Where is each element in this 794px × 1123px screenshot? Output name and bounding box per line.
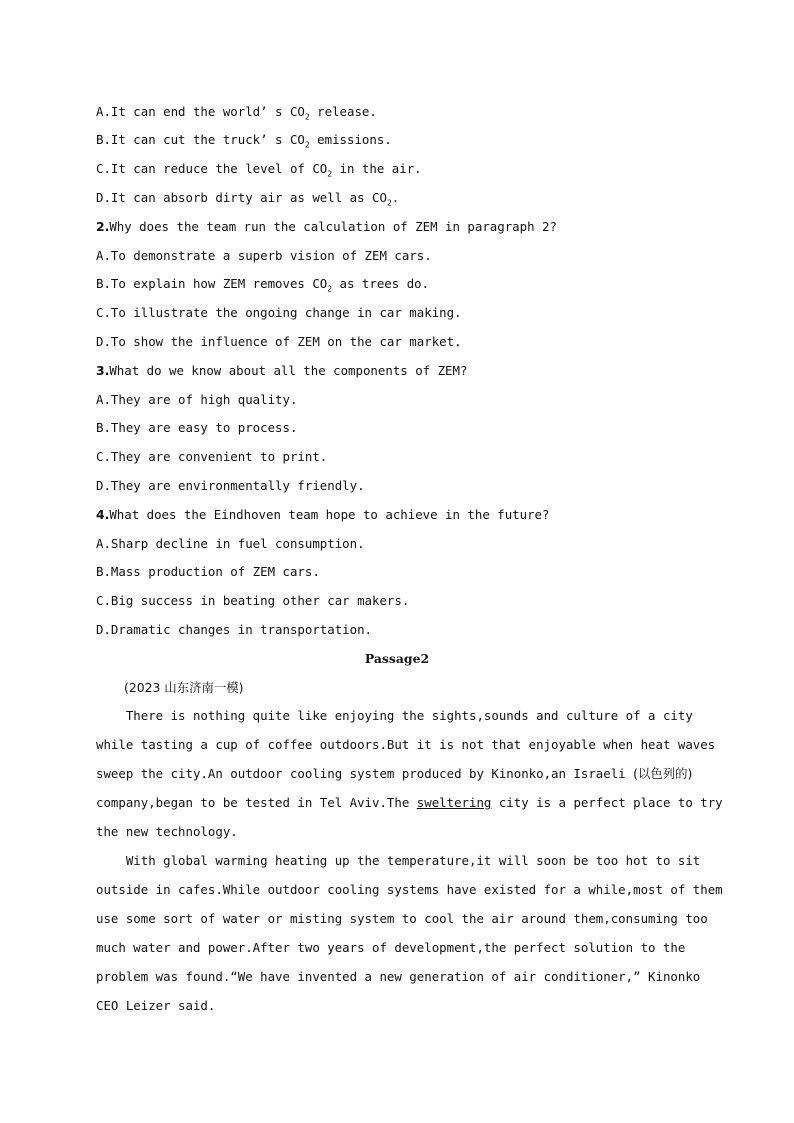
- q2-number: 2.: [96, 219, 110, 234]
- q1-option-d: D.It can absorb dirty air as well as $CO_2$.: [96, 190, 400, 208]
- q4-stem: 4.What does the Eindhoven team hope to achieve in the future?: [96, 507, 550, 522]
- passage-source: (2023 山东济南一模): [124, 680, 244, 695]
- q4-number: 4.: [96, 507, 110, 522]
- q3-option-d: D.They are environmentally friendly.: [96, 478, 365, 493]
- passage-paragraph-1: [96, 701, 723, 846]
- q2-option-b: B.To explain how ZEM removes $CO_2$ as trees do.: [96, 276, 430, 294]
- p1-line-5: the new technology.: [96, 824, 238, 839]
- q1-option-a: A.It can end the world’ s $CO_2$ release.: [96, 104, 377, 122]
- p2-line-4: much water and power.After two years of development,the perfect solution to the: [96, 940, 686, 955]
- q1-option-b: B.It can cut the truck’ s $CO_2$ emissions.: [96, 132, 392, 150]
- q3-option-a: A.They are of high quality.: [96, 392, 298, 407]
- q2-option-a: A.To demonstrate a superb vision of ZEM cars.: [96, 248, 432, 263]
- underlined-word: sweltering: [416, 795, 492, 810]
- chinese-gloss: (以色列的): [633, 766, 693, 781]
- q2-option-c: C.To illustrate the ongoing change in car making.: [96, 305, 462, 320]
- q4-option-a: A.Sharp decline in fuel consumption.: [96, 536, 365, 551]
- p2-line-3: use some sort of water or misting system to cool the air around them,consuming too: [96, 911, 708, 926]
- p1-line-1: There is nothing quite like enjoying the sights,sounds and culture of a city: [96, 708, 693, 723]
- q4-option-c: C.Big success in beating other car makers.: [96, 593, 410, 608]
- p2-line-6: CEO Leizer said.: [96, 998, 216, 1013]
- p2-line-2: outside in cafes.While outdoor cooling systems have existed for a while,most of them: [96, 882, 723, 897]
- q2-stem: 2.Why does the team run the calculation of ZEM in paragraph 2?: [96, 219, 557, 234]
- passage-paragraph-2: [96, 846, 723, 1020]
- q3-option-c: C.They are convenient to print.: [96, 449, 328, 464]
- q3-number: 3.: [96, 363, 110, 378]
- p1-line-3: sweep the city.An outdoor cooling system produced by Kinonko,an Israeli (以色列的): [96, 766, 693, 781]
- p2-line-5: problem was found.“We have invented a new generation of air conditioner,” Kinonko: [96, 969, 701, 984]
- p1-line-4: company,began to be tested in Tel Aviv.The sweltering city is a perfect place to try: [96, 795, 723, 810]
- p1-line-2: while tasting a cup of coffee outdoors.But it is not that enjoyable when heat waves: [96, 737, 716, 752]
- q3-stem: 3.What do we know about all the components of ZEM?: [96, 363, 468, 378]
- q4-option-d: D.Dramatic changes in transportation.: [96, 622, 373, 637]
- q3-option-b: B.They are easy to process.: [96, 420, 298, 435]
- q2-option-d: D.To show the influence of ZEM on the car market.: [96, 334, 462, 349]
- p2-line-1: With global warming heating up the temperature,it will soon be too hot to sit: [96, 853, 701, 868]
- q4-option-b: B.Mass production of ZEM cars.: [96, 564, 320, 579]
- passage-title: Passage2: [364, 651, 430, 666]
- q1-option-c: C.It can reduce the level of $CO_2$ in the air.: [96, 161, 422, 179]
